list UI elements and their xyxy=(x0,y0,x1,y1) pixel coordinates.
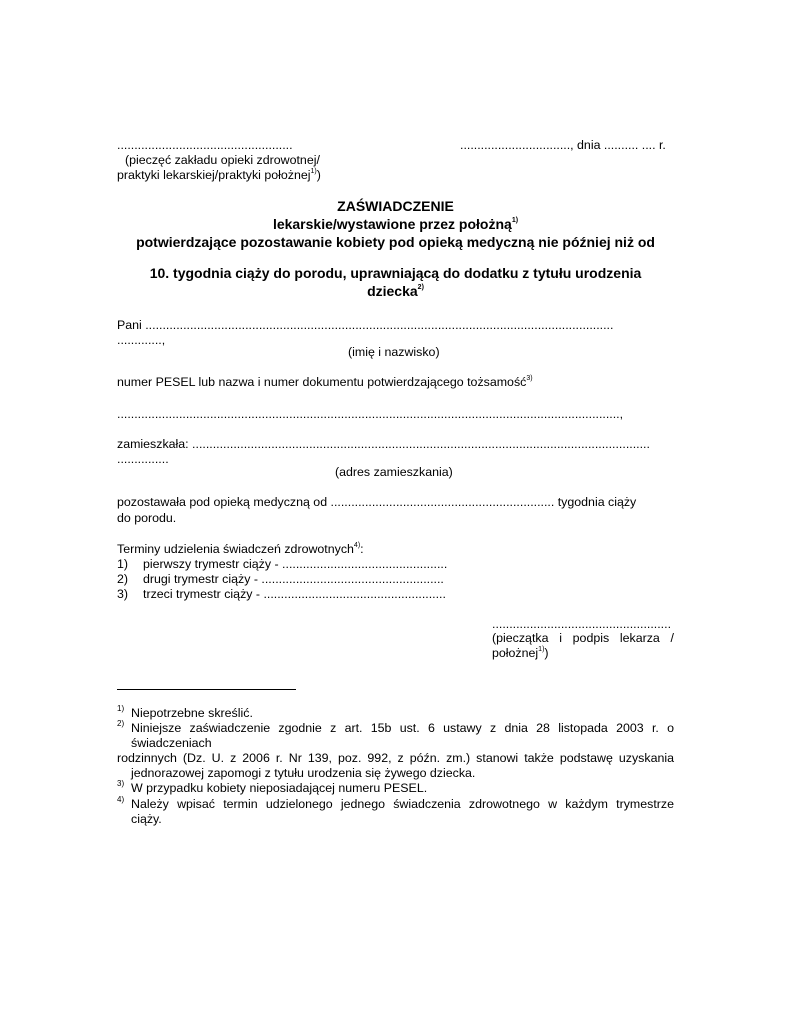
institution-caption-line2: praktyki lekarskiej/praktyki położnej$^{1)}$) xyxy=(117,167,321,182)
footnote-1: Niepotrzebne skreślić. xyxy=(131,706,253,720)
address-field-cont: ............... xyxy=(117,452,169,466)
trimester-3-num: 3) xyxy=(117,587,129,601)
document-purpose-line2: 10. tygodnia ciąży do porodu, uprawniającą do dodatku z tytułu urodzenia xyxy=(149,265,642,281)
footnote-2-line3: rodzinnych (Dz. U. z 2006 r. Nr 139, poz. 992, z późn. zm.) stanowi także podstawę uzyskania xyxy=(117,751,674,765)
signature-caption-line1: (pieczątka i podpis lekarza / xyxy=(492,631,674,645)
document-purpose-line3: dziecka$^{2)}$ xyxy=(367,283,424,299)
footnote-separator xyxy=(117,689,296,690)
signature-dots: .................................................... xyxy=(492,617,672,631)
footnote-3-mark: 3) xyxy=(117,779,125,788)
care-start-field: pozostawała pod opieką medyczną od ................................................................. tygodnia ciąży xyxy=(117,495,637,509)
footnote-2-mark: 2) xyxy=(117,719,125,728)
footnote-4-line1: Należy wpisać termin udzielonego jednego świadczenia zdrowotnego w każdym trymestrze xyxy=(131,797,674,811)
address-caption: (adres zamieszkania) xyxy=(335,465,453,479)
care-start-field-cont: do porodu. xyxy=(117,511,177,525)
trimester-3-field: trzeci trymestr ciąży - ..................................................... xyxy=(143,587,446,601)
trimester-2-num: 2) xyxy=(117,572,129,586)
patient-name-field-cont: ............., xyxy=(117,333,166,347)
footnote-1-mark: 1) xyxy=(117,704,125,713)
signature-caption-line2: położnej$^{1)}$) xyxy=(492,645,549,660)
pesel-label: numer PESEL lub nazwa i numer dokumentu potwierdzającego tożsamość$^{3)}$ xyxy=(117,374,533,389)
footnote-4-mark: 4) xyxy=(117,795,125,804)
institution-stamp-dots: ................................................... xyxy=(117,138,293,152)
institution-caption-line1: (pieczęć zakładu opieki zdrowotnej/ xyxy=(125,153,320,167)
footnote-2-line4: jednorazowej zapomogi z tytułu urodzenia się żywego dziecka. xyxy=(131,766,476,780)
patient-name-field: Pani ........................................................................................................................................ xyxy=(117,318,614,332)
terms-label: Terminy udzielenia świadczeń zdrowotnych$^{4)}$: xyxy=(117,541,364,556)
footnote-2-line1: Niniejsze zaświadczenie zgodnie z art. 15b ust. 6 ustawy z dnia 28 listopada 2003 r. o xyxy=(131,721,674,735)
footnote-2-line2: świadczeniach xyxy=(131,736,212,750)
document-subtitle: lekarskie/wystawione przez położną$^{1)}$ xyxy=(272,216,519,232)
address-field: zamieszkała: ..................................................................................................................................... xyxy=(117,437,650,451)
footnote-3: W przypadku kobiety nieposiadającej numeru PESEL. xyxy=(131,781,428,795)
document-purpose-line1: potwierdzające pozostawanie kobiety pod opieką medyczną nie później niż od xyxy=(136,234,655,250)
trimester-1-field: pierwszy trymestr ciąży - ................................................ xyxy=(143,557,448,571)
trimester-1-num: 1) xyxy=(117,557,129,571)
trimester-2-field: drugi trymestr ciąży - ..................................................... xyxy=(143,572,444,586)
document-title: ZAŚWIADCZENIE xyxy=(337,198,454,214)
footnote-4-line2: ciąży. xyxy=(131,812,162,826)
name-caption: (imię i nazwisko) xyxy=(348,345,440,359)
place-date-field: ................................, dnia .......... .... r. xyxy=(460,138,666,152)
pesel-field: .................................................................................................................................................., xyxy=(117,407,624,421)
